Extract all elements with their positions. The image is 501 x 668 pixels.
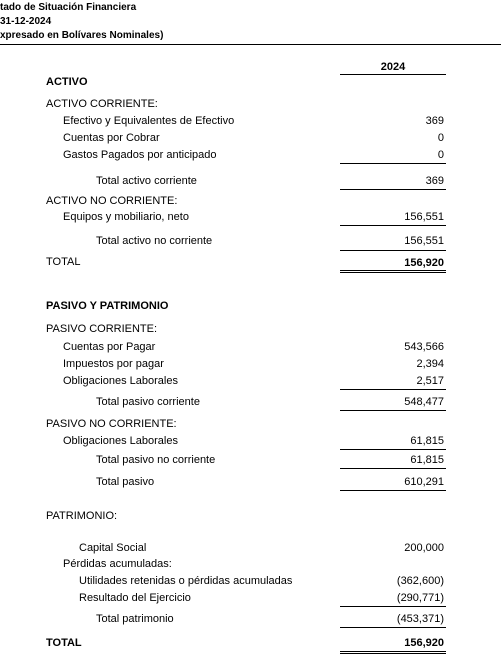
activo-corriente-title: ACTIVO CORRIENTE: — [46, 98, 158, 110]
subtotal-rule — [340, 225, 446, 226]
total-pasivo-no-corriente-value: 61,815 — [410, 454, 444, 466]
total-activo-no-corriente-value: 156,551 — [404, 235, 444, 247]
utilidades-retenidas-label: Utilidades retenidas o pérdidas acumuladas — [79, 575, 293, 587]
total-pasivo-corriente-label: Total pasivo corriente — [96, 396, 200, 408]
pasivo-item-value: 2,394 — [416, 358, 444, 370]
total-activo-corriente-label: Total activo corriente — [96, 175, 197, 187]
perdidas-acumuladas-title: Pérdidas acumuladas: — [63, 558, 172, 570]
total-activo-label: TOTAL — [46, 256, 81, 268]
capital-social-value: 200,000 — [404, 542, 444, 554]
total-activo-corriente-value: 369 — [425, 175, 444, 187]
report-title: tado de Situación Financiera — [0, 2, 137, 13]
total-rule — [340, 490, 446, 491]
total-patrimonio-value: (453,371) — [396, 613, 444, 625]
patrimonio-title: PATRIMONIO: — [46, 510, 118, 522]
column-year-header: 2024 — [380, 61, 406, 73]
grand-total-double-rule — [340, 270, 446, 273]
total-rule — [340, 627, 446, 628]
grand-total-double-rule — [340, 651, 446, 654]
grand-total-value: 156,920 — [404, 637, 444, 649]
utilidades-retenidas-value: (362,600) — [396, 575, 444, 587]
resultado-ejercicio-value: (290,771) — [396, 592, 444, 604]
activo-item-label: Efectivo y Equivalentes de Efectivo — [63, 115, 235, 127]
total-rule — [340, 410, 446, 411]
report-currency-note: xpresado en Bolívares Nominales) — [0, 30, 164, 41]
total-rule — [340, 468, 446, 469]
pasivo-no-corriente-item-value: 61,815 — [410, 435, 444, 447]
total-rule — [340, 189, 446, 190]
activo-no-corriente-title: ACTIVO NO CORRIENTE: — [46, 195, 178, 207]
pasivo-corriente-title: PASIVO CORRIENTE: — [46, 323, 158, 335]
activo-no-corriente-item-value: 156,551 — [404, 211, 444, 223]
total-patrimonio-label: Total patrimonio — [96, 613, 174, 625]
activo-item-label: Cuentas por Cobrar — [63, 132, 160, 144]
activo-item-value: 0 — [437, 132, 444, 144]
subtotal-rule — [340, 163, 446, 164]
total-pasivo-label: Total pasivo — [96, 476, 155, 488]
total-activo-no-corriente-label: Total activo no corriente — [96, 235, 213, 247]
report-date: 31-12-2024 — [0, 16, 52, 27]
pasivo-item-label: Obligaciones Laborales — [63, 375, 178, 387]
activo-item-label: Gastos Pagados por anticipado — [63, 149, 217, 161]
total-rule — [340, 250, 446, 251]
subtotal-rule — [340, 606, 446, 607]
pasivo-item-value: 2,517 — [416, 375, 444, 387]
pasivo-no-corriente-item-label: Obligaciones Laborales — [63, 435, 178, 447]
section-pasivo-title: PASIVO Y PATRIMONIO — [46, 300, 169, 312]
resultado-ejercicio-label: Resultado del Ejercicio — [79, 592, 191, 604]
pasivo-no-corriente-title: PASIVO NO CORRIENTE: — [46, 418, 177, 430]
section-activo-title: ACTIVO — [46, 76, 88, 88]
total-activo-value: 156,920 — [404, 257, 444, 269]
pasivo-item-label: Impuestos por pagar — [63, 358, 164, 370]
subtotal-rule — [340, 389, 446, 390]
capital-social-label: Capital Social — [79, 542, 147, 554]
activo-item-value: 369 — [425, 115, 444, 127]
activo-item-value: 0 — [437, 149, 444, 161]
grand-total-label: TOTAL — [46, 637, 82, 649]
total-pasivo-value: 610,291 — [404, 476, 444, 488]
subtotal-rule — [340, 449, 446, 450]
activo-no-corriente-item-label: Equipos y mobiliario, neto — [63, 211, 189, 223]
pasivo-item-value: 543,566 — [404, 341, 444, 353]
pasivo-item-label: Cuentas por Pagar — [63, 341, 156, 353]
header-divider — [0, 44, 501, 45]
total-pasivo-no-corriente-label: Total pasivo no corriente — [96, 454, 216, 466]
total-pasivo-corriente-value: 548,477 — [404, 396, 444, 408]
column-header-rule — [340, 74, 446, 75]
